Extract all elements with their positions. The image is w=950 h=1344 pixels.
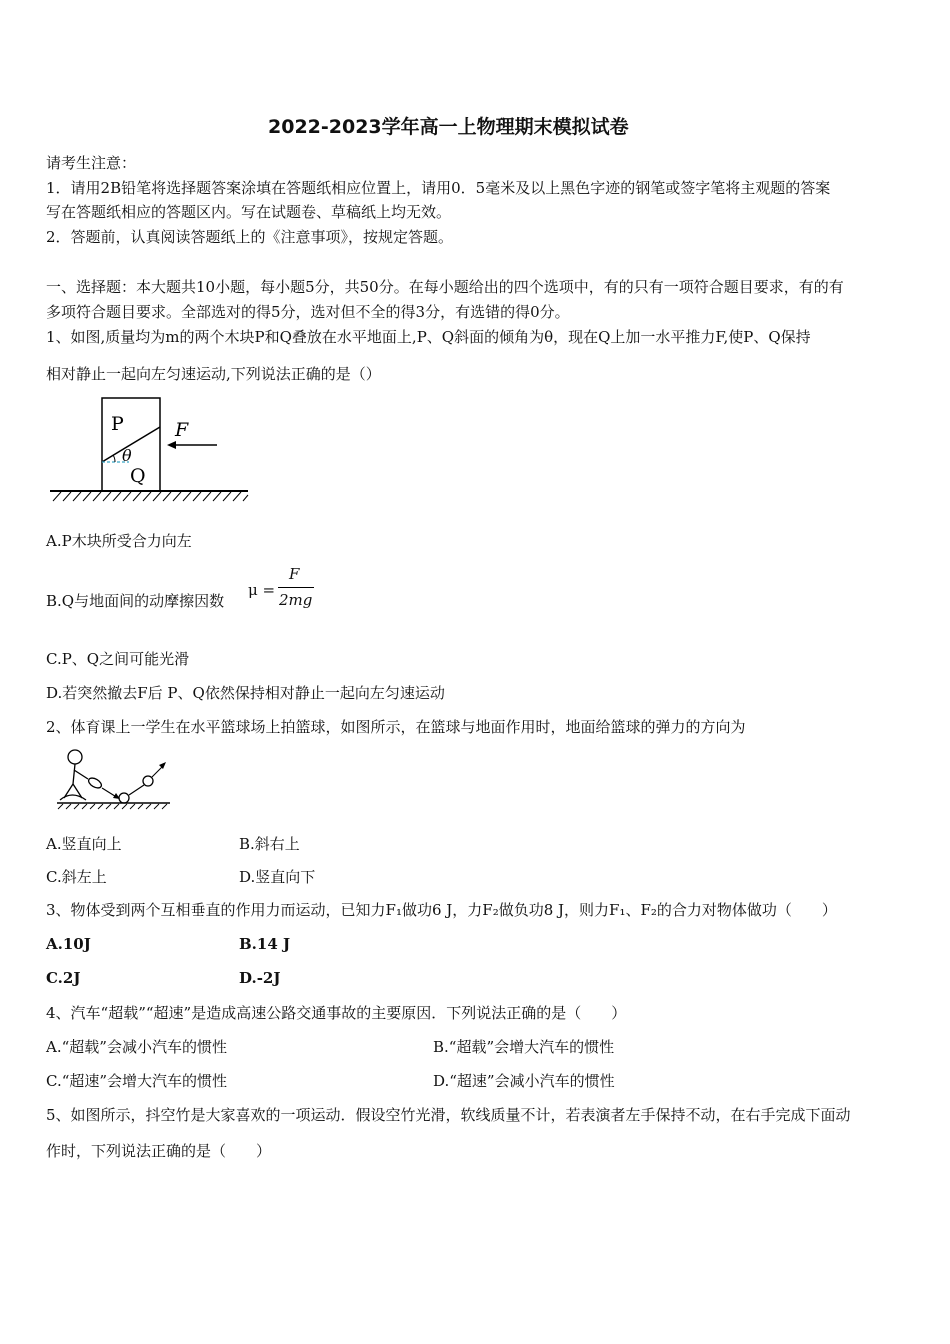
- notice-line-2: 2．答题前，认真阅读答题纸上的《注意事项》，按规定答题。: [46, 228, 454, 246]
- q3-stem: 3、物体受到两个互相垂直的作用力而运动，已知力F₁做功6 J，力F₂做负功8 J，则力F₁、F₂的合力对物体做功（ ）: [46, 901, 837, 919]
- path-up: [129, 785, 144, 795]
- fraction-bar: [278, 587, 314, 588]
- q3-option-c: C.2J: [46, 969, 81, 987]
- q2-option-d: D.竖直向下: [239, 868, 316, 886]
- q4-stem: 4、汽车“超载”“超速”是造成高速公路交通事故的主要原因．下列说法正确的是（ ）: [46, 1004, 627, 1022]
- notice-line-1b: 写在答题纸相应的答题区内。写在试题卷、草稿纸上均无效。: [46, 203, 452, 221]
- head: [68, 750, 82, 764]
- ball-up: [143, 776, 153, 786]
- q2-option-a: A.竖直向上: [46, 835, 122, 853]
- q1-option-b: B.Q与地面间的动摩擦因数: [46, 592, 225, 610]
- q1-option-c: C.P、Q之间可能光滑: [46, 650, 190, 668]
- q1-option-a: A.P木块所受合力向左: [46, 532, 192, 550]
- ground-hatching: [58, 804, 167, 809]
- label-q: Q: [130, 465, 146, 487]
- force-arrow-head: [167, 441, 176, 449]
- q1-option-b-numerator: F: [289, 565, 300, 583]
- label-theta: θ: [122, 446, 132, 465]
- hand: [87, 776, 103, 790]
- notice-line-1a: 1．请用2B铅笔将选择题答案涂填在答题纸相应位置上，请用0．5毫米及以上黑色字迹的钢笔或签字笔将主观题的答案: [46, 179, 831, 197]
- arrow-up-head: [159, 762, 166, 769]
- ball-ground: [119, 793, 129, 803]
- section-line-2: 多项符合题目要求。全部选对的得5分，选对但不全的得3分，有选错的得0分。: [46, 303, 570, 321]
- label-f: F: [175, 419, 189, 441]
- notice-heading: 请考生注意：: [46, 154, 137, 172]
- q1-stem-line-2: 相对静止一起向左匀速运动,下列说法正确的是（）: [46, 365, 381, 383]
- feet: [60, 795, 86, 800]
- q5-stem-line-1: 5、如图所示，抖空竹是大家喜欢的一项运动．假设空竹光滑，软线质量不计，若表演者左手保持不动，在右手完成下面动: [46, 1106, 851, 1124]
- q3-option-a: A.10J: [46, 935, 91, 953]
- section-line-1: 一、选择题：本大题共10小题，每小题5分，共50分。在每小题给出的四个选项中，有的只有一项符合题目要求，有的有: [46, 278, 844, 296]
- q4-option-a: A.“超载”会减小汽车的惯性: [46, 1038, 227, 1056]
- label-p: P: [111, 413, 124, 435]
- q4-option-c: C.“超速”会增大汽车的惯性: [46, 1072, 228, 1090]
- q4-option-d: D.“超速”会减小汽车的惯性: [433, 1072, 615, 1090]
- q1-option-d: D.若突然撤去F后 P、Q依然保持相对静止一起向左匀速运动: [46, 684, 445, 702]
- arm: [74, 770, 88, 779]
- q1-option-b-mu: μ =: [248, 581, 276, 599]
- page-title: 2022-2023学年高一上物理期末模拟试卷: [268, 116, 629, 138]
- q2-option-c: C.斜左上: [46, 868, 107, 886]
- q1-stem-line-1: 1、如图,质量均为m的两个木块P和Q叠放在水平地面上,P、Q斜面的倾角为θ，现在Q上加一水平推力F,使P、Q保持: [46, 328, 811, 346]
- q2-basketball-figure: [52, 748, 174, 810]
- angle-arc: [113, 455, 115, 462]
- ground-hatching: [53, 492, 248, 501]
- q1-option-b-denominator: 2mg: [279, 591, 313, 609]
- q2-option-b: B.斜右上: [239, 835, 300, 853]
- q5-stem-line-2: 作时，下列说法正确的是（ ）: [46, 1142, 272, 1160]
- q1-blocks-figure: [45, 392, 255, 508]
- q3-option-b: B.14 J: [239, 935, 291, 953]
- body: [73, 764, 75, 784]
- q3-option-d: D.-2J: [239, 969, 281, 987]
- q4-option-b: B.“超载”会增大汽车的惯性: [433, 1038, 615, 1056]
- q2-stem: 2、体育课上一学生在水平篮球场上拍篮球，如图所示，在篮球与地面作用时，地面给篮球的弹力的方向为: [46, 718, 746, 736]
